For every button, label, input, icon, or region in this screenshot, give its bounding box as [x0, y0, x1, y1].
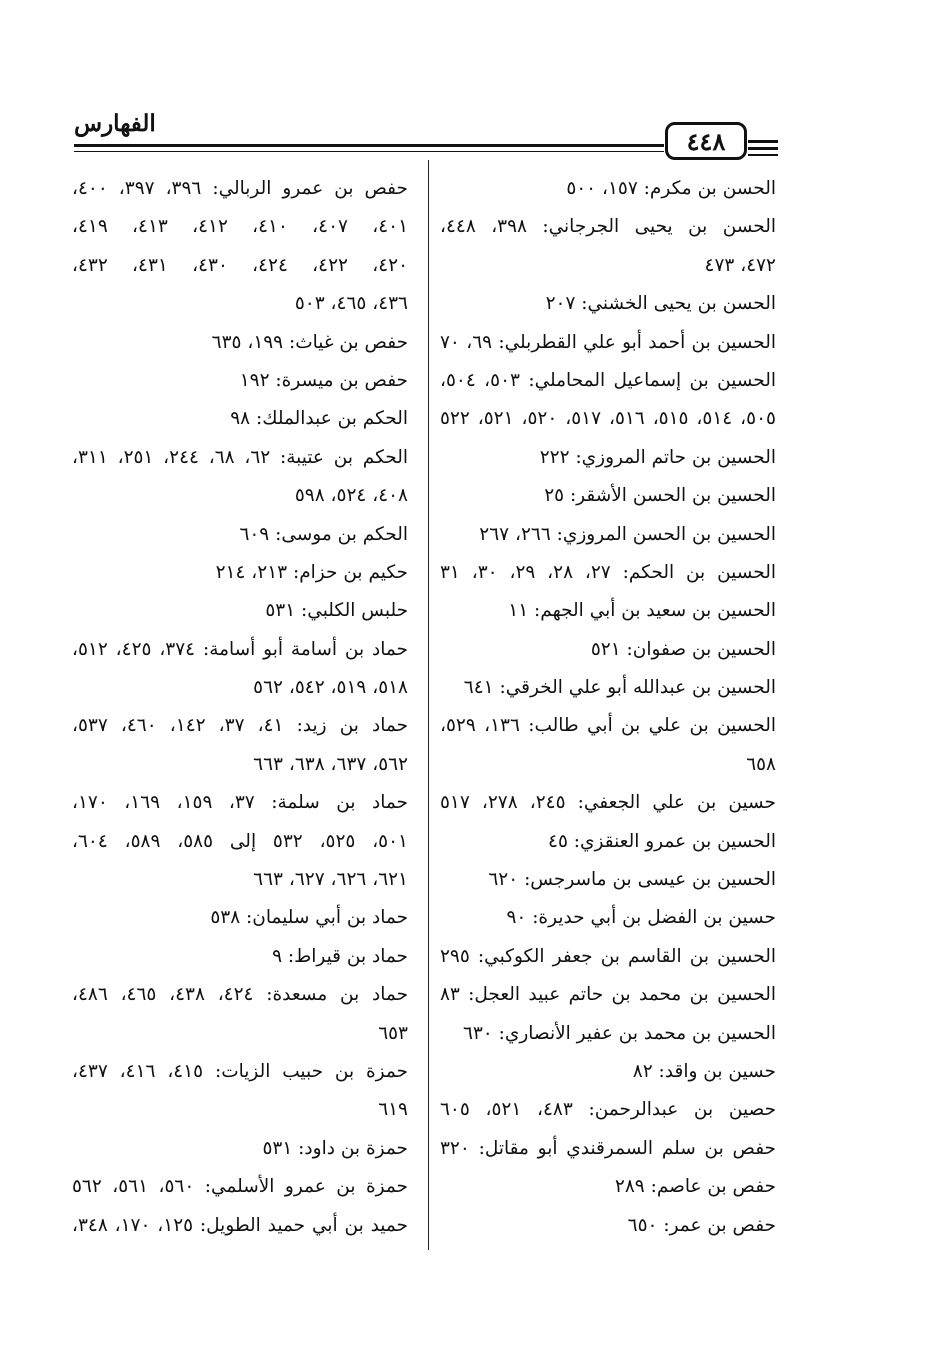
column-divider	[428, 160, 429, 1250]
index-entry-line: حصين بن عبدالرحمن: ٤٨٣، ٥٢١، ٦٠٥	[440, 1099, 776, 1121]
index-entry-line: الحسن بن يحيى الخشني: ٢٠٧	[545, 293, 776, 315]
index-entry-line: حفص بن غياث: ١٩٩، ٦٣٥	[211, 331, 408, 353]
index-entry-line: الحكم بن موسى: ٦٠٩	[239, 523, 408, 545]
index-entry-line: ٥١٨، ٥١٩، ٥٤٢، ٥٦٢	[253, 677, 408, 699]
header-rule-right	[748, 140, 778, 143]
header-rule	[74, 144, 664, 147]
index-entry-line: الحسين بن إسماعيل المحاملي: ٥٠٣، ٥٠٤،	[440, 369, 776, 391]
index-entry-line: الحسين بن الحسن المروزي: ٢٦٦، ٢٦٧	[479, 523, 776, 545]
index-entry-line: الحسين بن الحكم: ٢٧، ٢٨، ٢٩، ٣٠، ٣١	[440, 561, 776, 583]
index-entry-line: ٤٣٦، ٤٦٥، ٥٠٣	[294, 293, 408, 315]
index-entry-line: حماد بن أبي سليمان: ٥٣٨	[210, 907, 408, 929]
index-entry-line: الحسين بن عيسى بن ماسرجس: ٦٢٠	[488, 869, 776, 891]
index-entry-line: حميد بن أبي حميد الطويل: ١٢٥، ١٧٠، ٣٤٨،	[72, 1214, 408, 1236]
index-entry-line: حفص بن عاصم: ٢٨٩	[614, 1176, 776, 1198]
index-entry-line: ٦٥٣	[378, 1022, 408, 1044]
index-entry-line: الحسين بن محمد بن عفير الأنصاري: ٦٣٠	[462, 1022, 776, 1044]
page-number: ٤٤٨	[686, 126, 726, 156]
index-entry-line: الحسين بن محمد بن حاتم عبيد العجل: ٨٣	[440, 984, 776, 1006]
index-entry-line: الحسين بن القاسم بن جعفر الكوكبي: ٢٩٥	[440, 945, 776, 967]
index-entry-line: ٤٢٠، ٤٢٢، ٤٢٤، ٤٣٠، ٤٣١، ٤٣٢،	[72, 254, 408, 276]
index-entry-line: حمزة بن حبيب الزيات: ٤١٥، ٤١٦، ٤٣٧،	[72, 1060, 408, 1082]
page-number-box	[665, 122, 747, 160]
index-entry-line: ٤٧٢، ٤٧٣	[704, 254, 776, 276]
index-entry-line: ٥٦٢، ٦٣٧، ٦٣٨، ٦٦٣	[253, 753, 408, 775]
index-entry-line: ٦٥٨	[746, 753, 776, 775]
index-entry-line: ٤٠١، ٤٠٧، ٤١٠، ٤١٢، ٤١٣، ٤١٩،	[72, 216, 408, 238]
index-entry-line: حماد بن زيد: ٤١، ٣٧، ١٤٢، ٤٦٠، ٥٣٧،	[72, 715, 408, 737]
index-entry-line: حسين بن واقد: ٨٢	[632, 1060, 776, 1082]
index-entry-line: حكيم بن حزام: ٢١٣، ٢١٤	[215, 561, 408, 583]
index-entry-line: الحسين بن أحمد أبو علي القطربلي: ٦٩، ٧٠	[440, 331, 776, 353]
index-entry-line: الحسين بن علي بن أبي طالب: ١٣٦، ٥٢٩،	[440, 715, 776, 737]
index-entry-line: الحسين بن الحسن الأشقر: ٢٥	[544, 485, 776, 507]
index-entry-line: ٦٢١، ٦٢٦، ٦٢٧، ٦٦٣	[253, 869, 408, 891]
index-entry-line: حماد بن سلمة: ٣٧، ١٥٩، ١٦٩، ١٧٠،	[72, 792, 408, 814]
index-entry-line: الحسين بن عبدالله أبو علي الخرقي: ٦٤١	[463, 677, 776, 699]
index-entry-line: حفص بن عمرو الربالي: ٣٩٦، ٣٩٧، ٤٠٠،	[72, 178, 408, 199]
index-entry-line: الحكم بن عبدالملك: ٩٨	[230, 408, 408, 430]
index-entry-line: الحسين بن سعيد بن أبي الجهم: ١١	[508, 600, 776, 622]
index-entry-line: حماد بن أسامة أبو أسامة: ٣٧٤، ٤٢٥، ٥١٢،	[72, 638, 408, 660]
index-column-right	[440, 170, 776, 1245]
header-rule-right	[748, 147, 778, 150]
index-entry-line: حمزة بن داود: ٥٣١	[262, 1137, 408, 1159]
index-entry-line: الحسين بن عمرو العنقزي: ٤٥	[548, 830, 776, 852]
index-entry-line: الحسن بن يحيى الجرجاني: ٣٩٨، ٤٤٨،	[440, 216, 776, 238]
index-entry-line: الحسن بن مكرم: ١٥٧، ٥٠٠	[566, 178, 776, 199]
header-rule-right	[748, 154, 778, 156]
index-entry-line: حسين بن علي الجعفي: ٢٤٥، ٢٧٨، ٥١٧	[440, 792, 776, 814]
index-entry-line: الحكم بن عتيبة: ٦٢، ٦٨، ٢٤٤، ٢٥١، ٣١١،	[72, 446, 408, 468]
index-entry-line: حفص بن ميسرة: ١٩٢	[239, 369, 408, 391]
index-entry-line: حفص بن سلم السمرقندي أبو مقاتل: ٣٢٠	[440, 1137, 776, 1159]
index-entry-line: الحسين بن حاتم المروزي: ٢٢٢	[539, 446, 776, 468]
index-entry-line: حلبس الكلبي: ٥٣١	[265, 600, 408, 622]
index-entry-line: ٥٠١، ٥٢٥، ٥٣٢ إلى ٥٨٥، ٥٨٩، ٦٠٤،	[72, 830, 408, 852]
index-entry-line: حسين بن الفضل بن أبي حديرة: ٩٠	[506, 907, 776, 929]
index-entry-line: ٥٠٥، ٥١٤، ٥١٥، ٥١٦، ٥١٧، ٥٢٠، ٥٢١، ٥٢٢	[440, 408, 776, 430]
running-header-title: الفهارس	[74, 110, 156, 137]
index-entry-line: حماد بن قيراط: ٩	[272, 945, 408, 967]
index-entry-line: حمزة بن عمرو الأسلمي: ٥٦٠، ٥٦١، ٥٦٢	[72, 1176, 408, 1198]
index-entry-line: الحسين بن صفوان: ٥٢١	[590, 638, 776, 660]
index-entry-line: ٤٠٨، ٥٢٤، ٥٩٨	[294, 485, 408, 507]
header-rule-thin	[74, 151, 664, 152]
index-entry-line: ٦١٩	[378, 1099, 408, 1121]
index-entry-line: حماد بن مسعدة: ٤٢٤، ٤٣٨، ٤٦٥، ٤٨٦،	[72, 984, 408, 1006]
index-entry-line: حفص بن عمر: ٦٥٠	[627, 1214, 776, 1236]
index-column-left	[72, 170, 408, 1245]
